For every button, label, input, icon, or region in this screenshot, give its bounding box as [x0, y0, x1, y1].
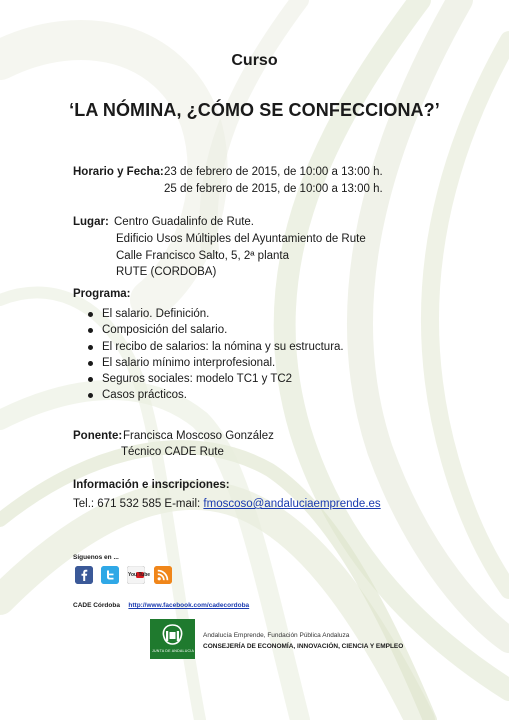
- rss-icon[interactable]: [154, 566, 172, 584]
- program-item: El salario mínimo interprofesional.: [82, 355, 344, 371]
- cade-facebook-link[interactable]: http://www.facebook.com/cadecordoba: [128, 602, 250, 609]
- schedule-label: Horario y Fecha:: [73, 166, 164, 178]
- location-line-1: Centro Guadalinfo de Rute.: [114, 216, 255, 228]
- footer-ministry: CONSEJERÍA DE ECONOMÍA, INNOVACIÓN, CIENCIA Y EMPLEO: [203, 643, 404, 650]
- schedule-date-2: 25 de febrero de 2015, de 10:00 a 13:00 h.: [164, 183, 383, 195]
- program-item: El recibo de salarios: la nómina y su estructura.: [82, 339, 344, 355]
- contact-line: [73, 498, 381, 510]
- junta-logo: [150, 619, 195, 659]
- speaker-name: Francisca Moscoso González: [123, 430, 274, 442]
- course-label: Curso: [231, 52, 278, 69]
- info-label: Información e inscripciones:: [73, 479, 230, 491]
- location-label: Lugar:: [73, 216, 109, 228]
- course-title: ‘LA NÓMINA, ¿CÓMO SE CONFECCIONA?’: [69, 100, 440, 120]
- schedule-date-1: 23 de febrero de 2015, de 10:00 a 13:00 h.: [164, 166, 383, 178]
- facebook-icon[interactable]: [75, 566, 93, 584]
- phone-text: Tel.: 671 532 585 E-mail:: [73, 498, 201, 510]
- speaker-label: Ponente:: [73, 430, 123, 442]
- program-label: Programa:: [73, 288, 131, 300]
- cade-label: CADE Córdoba: [73, 602, 120, 609]
- program-item: Composición del salario.: [82, 322, 344, 338]
- location-line-4: RUTE (CORDOBA): [116, 266, 217, 278]
- location-line-3: Calle Francisco Salto, 5, 2ª planta: [116, 250, 290, 262]
- bullet-icon: [88, 328, 93, 333]
- bullet-icon: [88, 361, 93, 366]
- bullet-icon: [88, 345, 93, 350]
- bullet-icon: [88, 393, 93, 398]
- twitter-icon[interactable]: [101, 566, 119, 584]
- follow-label: Síguenos en ...: [73, 554, 119, 561]
- program-item: Casos prácticos.: [82, 387, 344, 403]
- footer-foundation: Andalucía Emprende, Fundación Pública Andaluza: [203, 632, 350, 639]
- speaker-role: Técnico CADE Rute: [121, 446, 224, 458]
- bullet-icon: [88, 312, 93, 317]
- email-link[interactable]: fmoscoso@andaluciaemprende.es: [203, 498, 381, 510]
- cade-line: [73, 594, 249, 612]
- location-line-2: Edificio Usos Múltiples del Ayuntamiento de Rute: [116, 233, 366, 245]
- logo-caption: JUNTA DE ANDALUCIA: [152, 649, 195, 653]
- youtube-label: You Tube: [128, 572, 151, 578]
- program-list: [82, 306, 344, 404]
- youtube-icon[interactable]: [127, 566, 151, 584]
- program-item: Seguros sociales: modelo TC1 y TC2: [82, 371, 344, 387]
- bullet-icon: [88, 377, 93, 382]
- program-item: El salario. Definición.: [82, 306, 344, 322]
